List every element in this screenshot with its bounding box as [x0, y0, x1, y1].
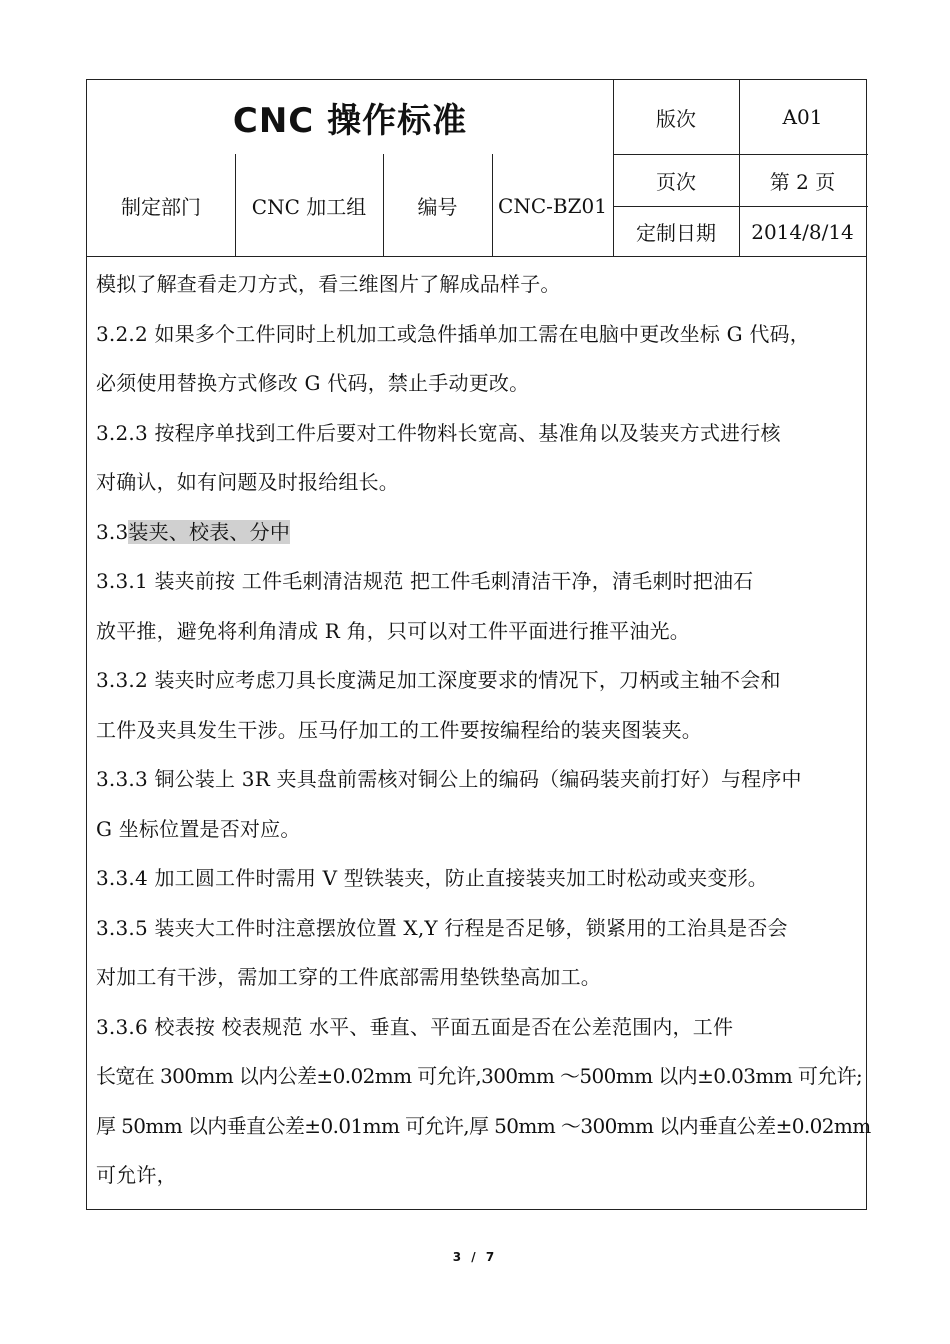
header-table [87, 80, 866, 257]
body-line: 3.3.3 铜公装上 3R 夹具盘前需核对铜公上的编码（编码装夹前打好）与程序中 [96, 767, 802, 791]
date-value: 2014/8/14 [751, 219, 854, 244]
body-line: 对加工有干涉，需加工穿的工件底部需用垫铁垫高加工。 [96, 965, 601, 989]
code-value: CNC-BZ01 [498, 193, 607, 218]
page-value: 第 2 页 [769, 169, 836, 194]
page-title: CNC 操作标准 [232, 100, 468, 141]
dept-label: 制定部门 [121, 195, 201, 219]
body-line: 放平推，避免将利角清成 R 角，只可以对工件平面进行推平油光。 [96, 618, 690, 643]
section-heading-line [96, 508, 861, 558]
version-label: 版次 [656, 106, 696, 131]
body-line: 必须使用替换方式修改 G 代码，禁止手动更改。 [96, 371, 530, 395]
page-label: 页次 [656, 169, 696, 194]
body-line: 工件及夹具发生干涉。压马仔加工的工件要按编程给的装夹图装夹。 [96, 717, 702, 742]
body-line: G 坐标位置是否对应。 [96, 816, 301, 841]
body-line: 3.3.4 加工圆工件时需用 V 型铁装夹，防止直接装夹加工时松动或夹变形。 [96, 866, 769, 890]
body-line: 3.3.2 装夹时应考虑刀具长度满足加工深度要求的情况下，刀柄或主轴不会和 [96, 668, 781, 692]
version-value: A01 [782, 105, 823, 129]
document-frame [86, 79, 871, 1210]
body-line: 3.2.3 按程序单找到工件后要对工件物料长宽高、基准角以及装夹方式进行核 [96, 420, 781, 445]
page-number: 3 / 7 [452, 1250, 498, 1264]
body-line: 可允许， [96, 1163, 177, 1187]
body-line: 3.2.2 如果多个工件同时上机加工或急件插单加工需在电脑中更改坐标 G 代码， [96, 321, 810, 346]
code-label: 编号 [417, 195, 458, 219]
dept-value: CNC 加工组 [251, 195, 367, 219]
body-line: 厚 50mm 以内垂直公差±0.01mm 可允许,厚 50mm ～300mm 以内垂直公差±0.02mm [96, 1113, 871, 1138]
date-label: 定制日期 [636, 221, 716, 245]
body-line: 3.3.1 装夹前按 工件毛刺清洁规范 把工件毛刺清洁干净，清毛刺时把油石 [96, 569, 754, 593]
body-line: 模拟了解查看走刀方式，看三维图片了解成品样子。 [96, 272, 561, 296]
body-line: 3.3.5 装夹大工件时注意摆放位置 X,Y 行程是否足够，锁紧用的工治具是否会 [96, 915, 788, 940]
document-body [96, 260, 871, 1201]
body-line: 长宽在 300mm 以内公差±0.02mm 可允许,300mm ～500mm 以内±0.03mm 可允许; [96, 1064, 863, 1088]
body-line: 对确认，如有问题及时报给组长。 [96, 470, 399, 494]
section-heading: 装夹、校表、分中 [128, 519, 291, 544]
body-line: 3.3.6 校表按 校表规范 水平、垂直、平面五面是否在公差范围内，工件 [96, 1014, 734, 1039]
section-number: 3.3 [96, 519, 129, 544]
